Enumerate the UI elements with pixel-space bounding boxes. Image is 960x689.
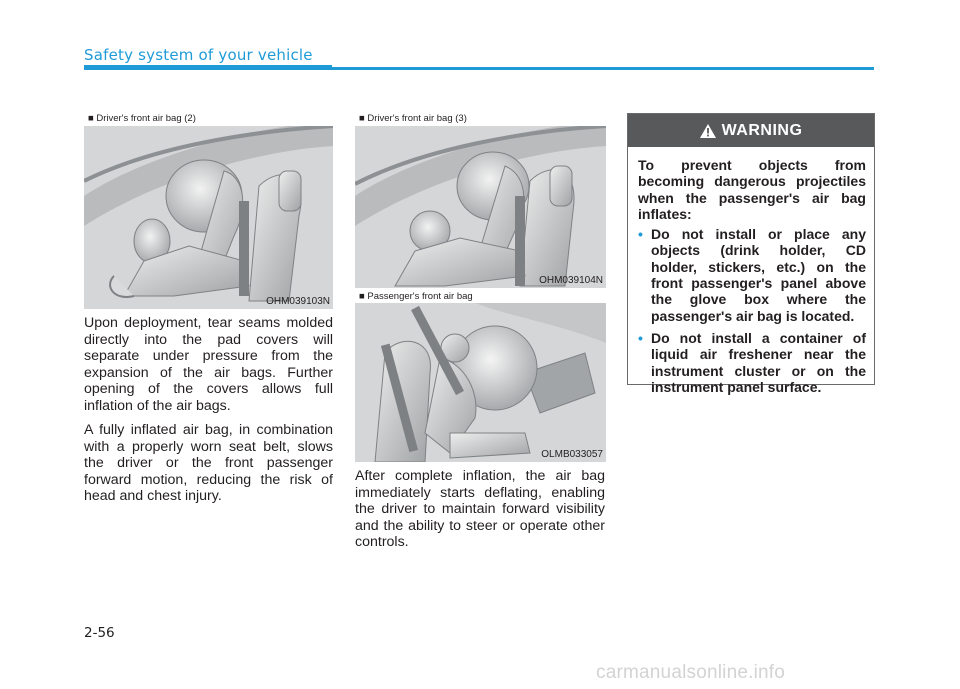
- warning-header: [628, 114, 874, 147]
- paragraph-deflating: After complete inflation, the air bag immediately starts deflating, enabling the driver to maintain forward visibility and the ability to steer or operate other controls.: [355, 468, 605, 551]
- header-title: Safety system of your vehicle: [84, 46, 313, 64]
- warning-triangle-icon: [700, 124, 716, 138]
- warning-item: [638, 330, 866, 395]
- airbag-illustration-passenger: [355, 303, 606, 462]
- figure-code: OHM039103N: [266, 296, 330, 307]
- warning-title: WARNING: [721, 121, 803, 139]
- warning-item-text: Do not install or place any objects (drink holder, CD holder, stickers, etc.) on the front passenger's panel above the glove box where the passenger's air bag is located.: [651, 226, 866, 324]
- figure-code: OLMB033057: [541, 449, 603, 460]
- warning-item: [638, 226, 866, 324]
- paragraph-deployment: Upon deployment, tear seams molded directly into the pad covers will separate under pressure from the expansion of the air bags. Further opening of the covers allows full inflation of the air bags.: [84, 315, 333, 414]
- warning-item-text: Do not install a container of liquid air freshener near the instrument cluster or on the instrument panel surface.: [651, 329, 866, 395]
- figure-passengers-airbag: [355, 303, 606, 462]
- figure-caption-drivers-airbag-3: ■ Driver's front air bag (3): [359, 113, 467, 124]
- figure-code: OHM039104N: [539, 275, 603, 286]
- figure-caption-passengers-airbag: ■ Passenger's front air bag: [359, 291, 473, 302]
- watermark: carmanualsonline.info: [596, 662, 786, 683]
- warning-box: [627, 113, 875, 395]
- figure-caption-drivers-airbag-2: ■ Driver's front air bag (2): [88, 113, 196, 124]
- bullet-icon: •: [638, 226, 643, 243]
- figure-drivers-airbag-3: [355, 126, 606, 288]
- warning-intro: To prevent objects from becoming dangerous projectiles when the passenger's air bag inflates:: [638, 157, 866, 222]
- page-number: 2-56: [84, 625, 115, 641]
- header-rule: [84, 67, 874, 70]
- airbag-illustration-driver-deflating: [355, 126, 606, 288]
- warning-body: [628, 147, 874, 395]
- airbag-illustration-driver: [84, 126, 333, 309]
- figure-drivers-airbag-2: [84, 126, 333, 309]
- paragraph-inflated: A fully inflated air bag, in combination with a properly worn seat belt, slows the driver or the front passenger forward motion, reducing the risk of head and chest injury.: [84, 422, 333, 505]
- bullet-icon: •: [638, 329, 643, 346]
